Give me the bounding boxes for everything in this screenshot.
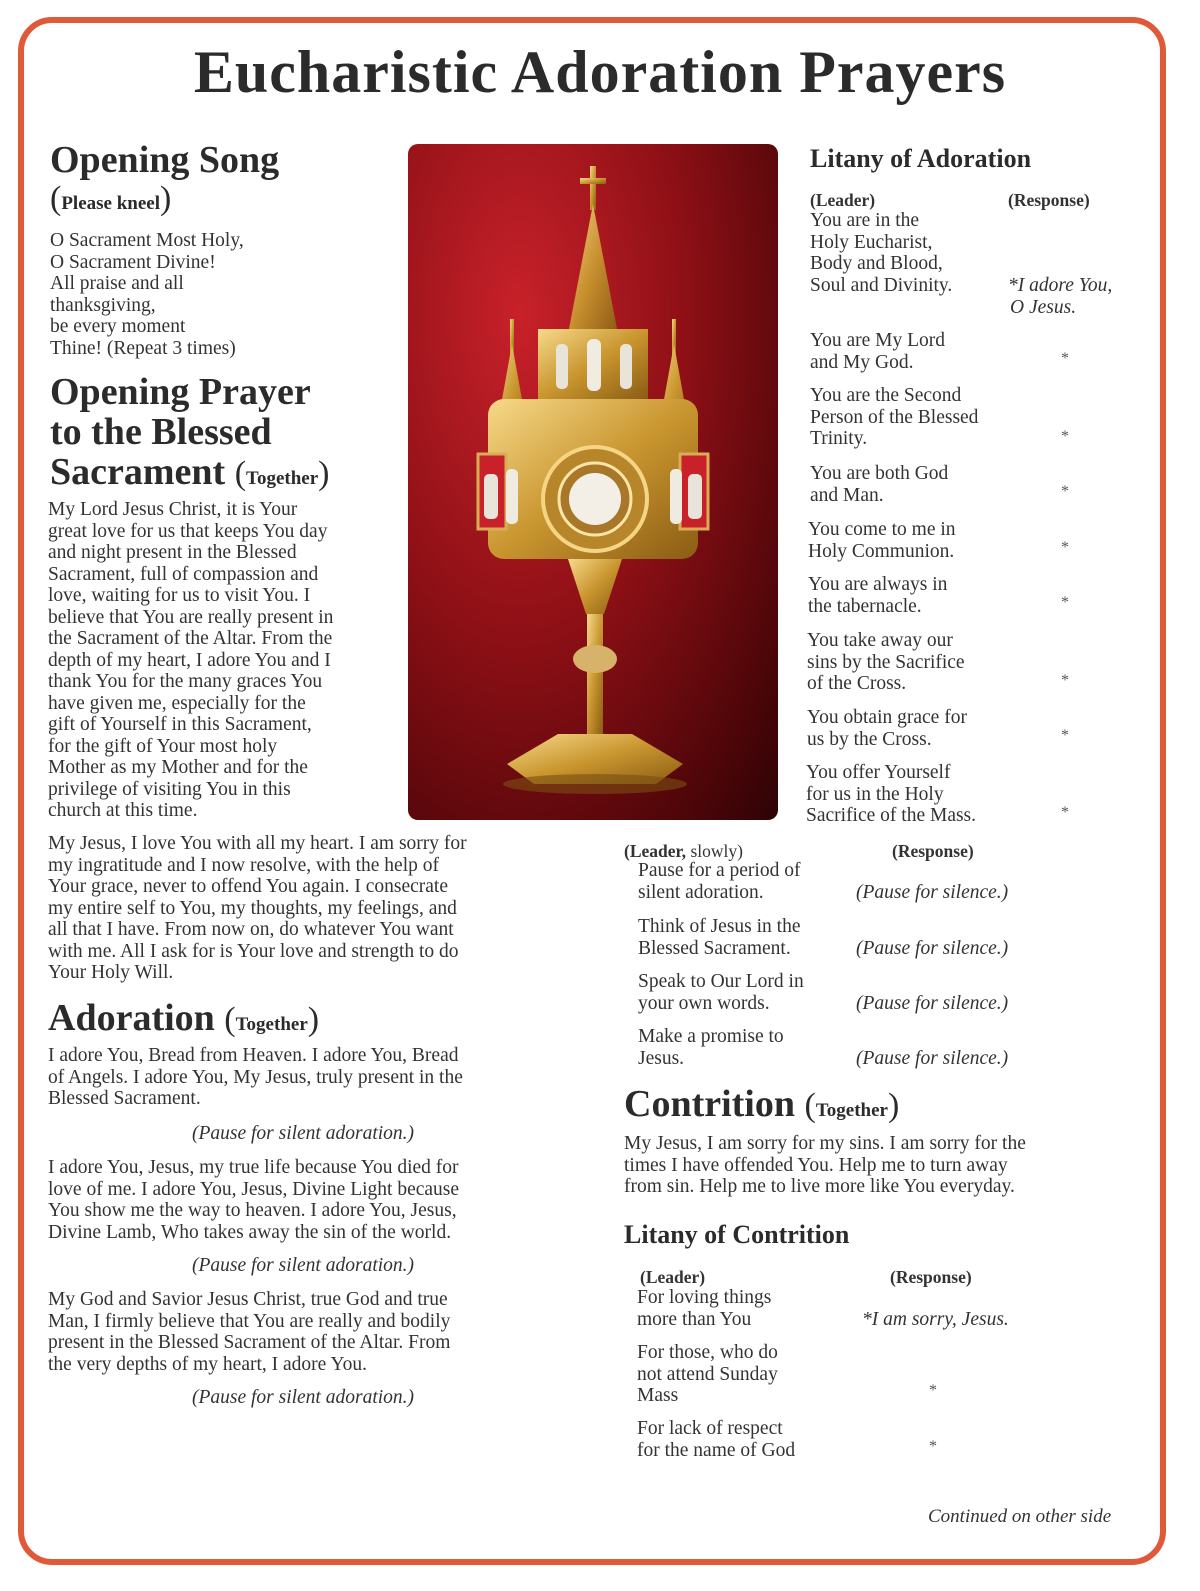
litany-contrition-first-response: *I am sorry, Jesus. xyxy=(862,1309,1009,1330)
response-asterisk: * xyxy=(929,1382,937,1399)
monstrance-image xyxy=(408,144,778,820)
litany-adoration-first: You are in the Holy Eucharist, Body and Blood, Soul and Divinity. xyxy=(810,210,953,296)
litany-contrition-heading: Litany of Contrition xyxy=(624,1220,850,1249)
opening-prayer-paragraph-2: My Jesus, I love You with all my heart. I am sorry for my ingratitude and I now resolve, with the help of Your grace, never to offend You again. I consecrate my entire self to You, my thoughts, my feelings, and all that I have. From now on, do whatever You want with me. All I ask for is Your love and strength to do Your Holy Will. xyxy=(48,833,467,983)
opening-song-heading: Opening Song xyxy=(50,139,280,181)
silence-response-label: (Response) xyxy=(892,841,974,861)
response-asterisk: * xyxy=(1061,804,1069,821)
silence-response: (Pause for silence.) xyxy=(856,1048,1009,1069)
response-asterisk: * xyxy=(1061,539,1069,556)
adoration-heading: Adoration (Together) xyxy=(48,997,320,1039)
silence-item: Think of Jesus in the Blessed Sacrament. xyxy=(638,916,801,959)
silence-response: (Pause for silence.) xyxy=(856,938,1009,959)
litany-contrition-first: For loving things more than You xyxy=(637,1287,772,1330)
response-asterisk: * xyxy=(1061,672,1069,689)
litany-contrition-item: For those, who do not attend Sunday Mass xyxy=(637,1342,778,1406)
opening-song-lines: O Sacrament Most Holy, O Sacrament Divine! All praise and all thanksgiving, be every moment Thine! (Repeat 3 times) xyxy=(50,230,244,359)
page-title: Eucharistic Adoration Prayers xyxy=(193,39,1007,105)
litany-contrition-item: For lack of respect for the name of God xyxy=(637,1418,796,1461)
silence-item: Make a promise to Jesus. xyxy=(638,1026,784,1069)
litany-adoration-item: You are both God and Man. xyxy=(810,463,949,506)
monstrance-illustration xyxy=(408,144,778,820)
continued-note: Continued on other side xyxy=(928,1506,1112,1527)
litany-contrition-leader-label: (Leader) xyxy=(640,1267,706,1287)
litany-adoration-item: You obtain grace for us by the Cross. xyxy=(807,707,967,750)
adoration-pause-1: (Pause for silent adoration.) xyxy=(191,1123,415,1144)
opening-song-note: (Please kneel) xyxy=(50,180,172,217)
litany-adoration-item: You take away our sins by the Sacrifice of the Cross. xyxy=(807,630,965,694)
silence-response: (Pause for silence.) xyxy=(856,993,1009,1014)
adoration-pause-2: (Pause for silent adoration.) xyxy=(191,1255,415,1276)
adoration-paragraph-1: I adore You, Bread from Heaven. I adore You, Bread of Angels. I adore You, My Jesus, truly present in the Blessed Sacrament. xyxy=(48,1045,463,1109)
contrition-heading: Contrition (Together) xyxy=(624,1083,900,1125)
adoration-paragraph-3: My God and Savior Jesus Christ, true God and true Man, I firmly believe that You are really and bodily present in the Blessed Sacrament of the Altar. From the very depths of my heart, I adore You. xyxy=(48,1289,451,1375)
litany-contrition-response-label: (Response) xyxy=(890,1267,972,1287)
response-asterisk: * xyxy=(1061,727,1069,744)
response-asterisk: * xyxy=(1061,350,1069,367)
adoration-pause-3: (Pause for silent adoration.) xyxy=(191,1387,415,1408)
litany-adoration-first-response: *I adore You, O Jesus. xyxy=(1008,275,1113,318)
litany-adoration-item: You are the Second Person of the Blessed Trinity. xyxy=(810,385,979,449)
response-asterisk: * xyxy=(929,1438,937,1455)
response-asterisk: * xyxy=(1061,428,1069,445)
opening-prayer-paragraph-1: My Lord Jesus Christ, it is Your great love for us that keeps You day and night present in the Blessed Sacrament, full of compassion and love, waiting for us to visit You. I believe that You are really present in the Sacrament of the Altar. From the depth of my heart, I adore You and I thank You for the many graces You have given me, especially for the gift of Yourself in this Sacrament, for the gift of Your most holy Mother as my Mother and for the privilege of visiting You in this church at this time. xyxy=(48,499,334,821)
contrition-paragraph: My Jesus, I am sorry for my sins. I am sorry for the times I have offended You. Help me to turn away from sin. Help me to live more like You everyday. xyxy=(624,1133,1026,1197)
opening-prayer-heading: Opening Prayer to the Blessed Sacrament (Together) xyxy=(50,371,330,493)
response-asterisk: * xyxy=(1061,483,1069,500)
silence-leader-label: (Leader, slowly) xyxy=(624,841,743,861)
litany-adoration-item: You are My Lord and My God. xyxy=(810,330,946,373)
silence-item: Speak to Our Lord in your own words. xyxy=(638,971,804,1014)
adoration-paragraph-2: I adore You, Jesus, my true life because You died for love of me. I adore You, Jesus, Divine Light because You show me the way to heaven. I adore You, Jesus, Divine Lamb, Who takes away the sin of the world. xyxy=(48,1157,460,1243)
litany-adoration-heading: Litany of Adoration xyxy=(810,144,1032,173)
response-asterisk: * xyxy=(1061,594,1069,611)
silence-item: Pause for a period of silent adoration. xyxy=(638,860,801,903)
litany-adoration-response-label: (Response) xyxy=(1008,190,1090,210)
litany-adoration-item: You offer Yourself for us in the Holy Sacrifice of the Mass. xyxy=(806,762,977,826)
litany-adoration-leader-label: (Leader) xyxy=(810,190,876,210)
litany-adoration-item: You come to me in Holy Communion. xyxy=(808,519,956,562)
silence-response: (Pause for silence.) xyxy=(856,882,1009,903)
litany-adoration-item: You are always in the tabernacle. xyxy=(808,574,948,617)
